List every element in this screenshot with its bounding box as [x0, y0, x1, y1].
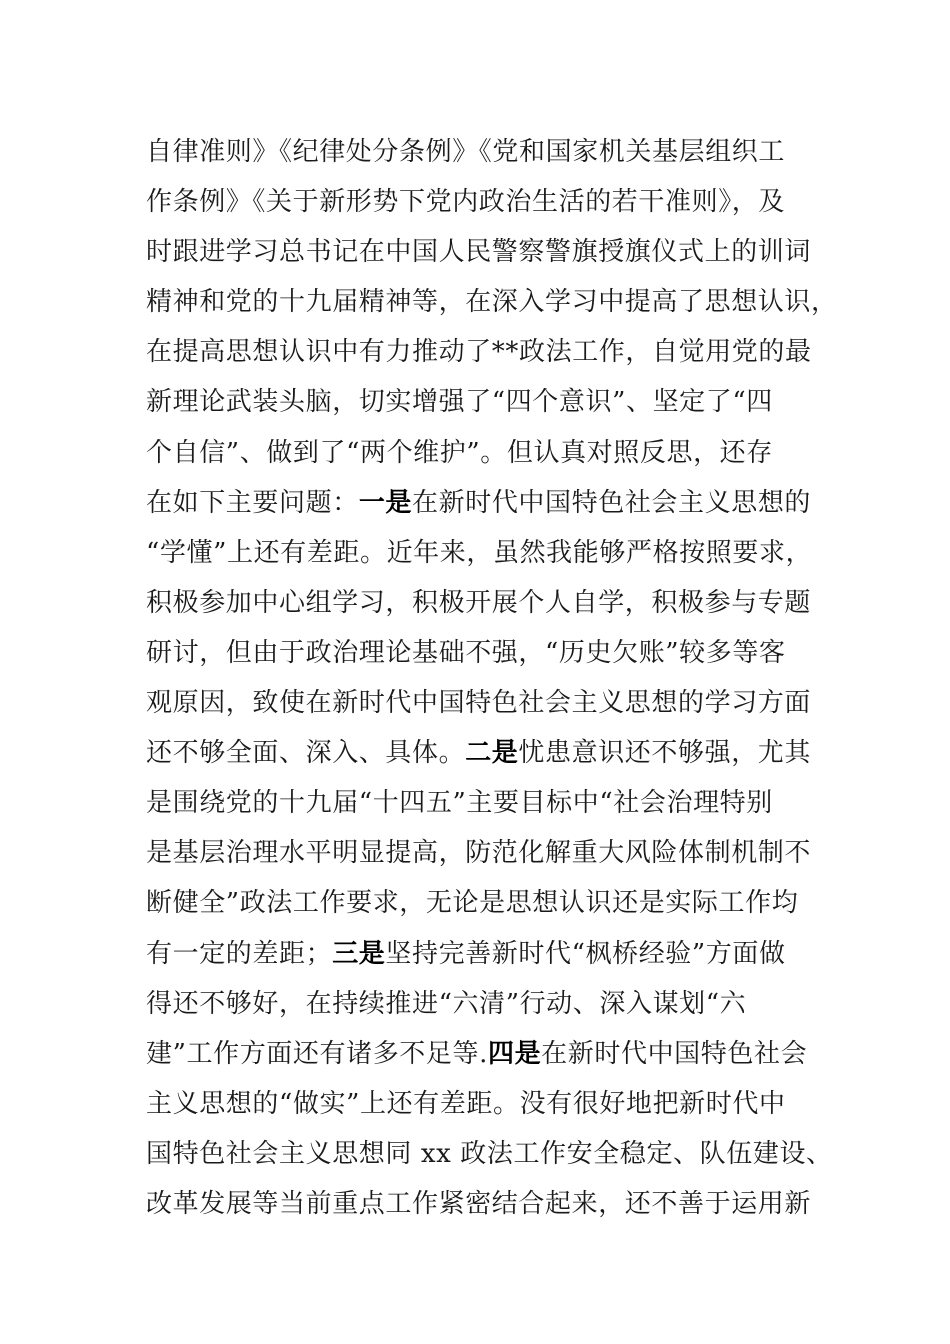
text-run: 个自信”、做到了“两个维护”。但认真对照反思，还存: [146, 437, 773, 468]
text-run: 主义思想的“做实”上还有差距。没有很好地把新时代中: [146, 1088, 786, 1119]
text-run: 是基层治理水平明显提高，防范化解重大风险体制机制不: [146, 838, 812, 869]
text-run: 还不够全面、深入、具体。: [146, 738, 466, 769]
text-line: [146, 377, 806, 427]
text-run: 在如下主要问题：: [146, 487, 359, 518]
text-run: 得还不够好，在持续推进“六清”行动、深入谋划“六: [146, 988, 747, 1019]
text-run: 坚持完善新时代“枫桥经验”方面做: [385, 938, 786, 969]
emphasis-label: 二是: [465, 738, 519, 769]
text-run: 精神和党的十九届精神等，在深入学习中提高了思想认识，: [146, 287, 838, 318]
text-line: [146, 778, 806, 828]
text-line: [146, 327, 812, 377]
text-line: [146, 878, 806, 928]
text-run: 观原因，致使在新时代中国特色社会主义思想的学习方面: [146, 688, 812, 719]
emphasis-label: 四是: [487, 1038, 542, 1069]
text-run: 自律准则》《纪律处分条例》《党和国家机关基层组织工: [146, 137, 786, 167]
emphasis-label: 三是: [332, 938, 386, 969]
text-line: [146, 227, 812, 277]
text-line: [146, 1179, 812, 1229]
text-run: 作条例》《关于新形势下党内政治生活的若干准则》，及: [146, 187, 786, 218]
text-run: 在新时代中国特色社会主义思想的: [412, 487, 812, 518]
text-line: [146, 428, 806, 478]
text-run: 国特色社会主义思想同 xx 政法工作安全稳定、队伍建设、: [146, 1138, 833, 1169]
text-line: [146, 979, 806, 1029]
text-line: [146, 929, 806, 979]
text-run: 是围绕党的十九届“十四五”主要目标中“社会治理特别: [146, 788, 773, 819]
text-line: [146, 678, 812, 728]
text-line: [146, 628, 806, 678]
body-paragraph: [146, 127, 838, 1229]
text-run: “学懂”上还有差距。近年来，虽然我能够严格按照要求，: [146, 537, 813, 568]
text-line: [146, 1129, 833, 1179]
text-line: [146, 1079, 806, 1129]
text-line: [146, 127, 806, 177]
text-run: 在新时代中国特色社会: [541, 1038, 808, 1069]
text-run: 有一定的差距；: [146, 938, 333, 969]
text-line: [146, 1029, 806, 1079]
emphasis-label: 一是: [358, 487, 413, 518]
text-run: 时跟进学习总书记在中国人民警察警旗授旗仪式上的训词: [146, 237, 812, 268]
text-run: 忧患意识还不够强，尤其: [518, 738, 812, 769]
text-run: 改革发展等当前重点工作紧密结合起来，还不善于运用新: [146, 1188, 812, 1219]
text-run: 研讨，但由于政治理论基础不强，“历史欠账”较多等客: [146, 637, 786, 668]
text-run: 积极参加中心组学习，积极开展个人自学，积极参与专题: [146, 587, 812, 618]
text-line: [146, 578, 812, 628]
text-line: [146, 728, 812, 778]
text-run: 新理论武装头脑，切实增强了“四个意识”、坚定了“四: [146, 387, 773, 418]
text-line: [146, 277, 838, 327]
text-line: [146, 177, 806, 227]
text-run: 建”工作方面还有诸多不足等.: [146, 1038, 488, 1069]
text-line: [146, 828, 812, 878]
text-run: 断健全”政法工作要求，无论是思想认识还是实际工作均: [146, 888, 799, 919]
text-run: 在提高思想认识中有力推动了**政法工作，自觉用党的最: [146, 337, 812, 368]
text-line: [146, 528, 813, 578]
text-line: [146, 478, 812, 528]
